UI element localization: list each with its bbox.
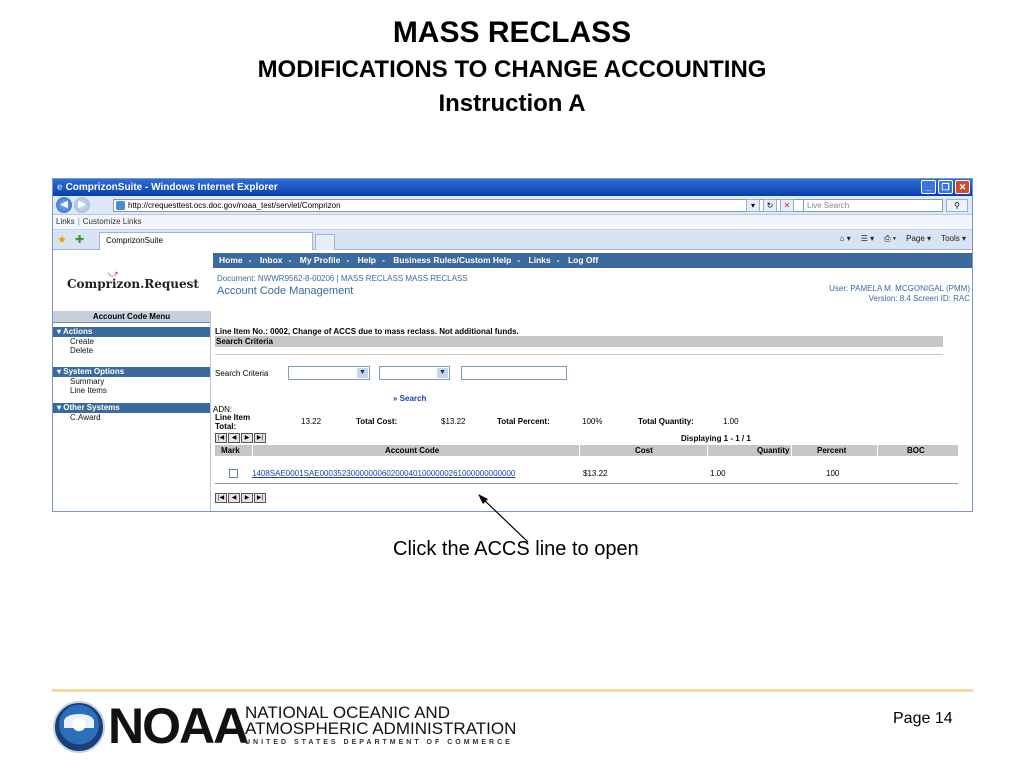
page-menu[interactable]: Page ▾ [906, 234, 932, 243]
customize-links[interactable]: Customize Links [82, 217, 142, 226]
window-title: ComprizonSuite - Windows Internet Explorer [65, 182, 278, 193]
criteria-select-2[interactable] [379, 366, 450, 380]
tools-menu[interactable]: Tools ▾ [941, 234, 966, 243]
pager-bottom [215, 493, 266, 503]
displaying-count: Displaying 1 - 1 / 1 [681, 434, 751, 443]
table-row [215, 456, 958, 484]
tab-comprizonsuite[interactable]: ComprizonSuite [99, 232, 313, 250]
favorites-star-icon[interactable]: ★ [57, 234, 67, 246]
sidebar-item-delete[interactable]: Delete [70, 346, 94, 355]
line-item-title: Line Item No.: 0002, Change of ACCS due to mass reclass. Not additional funds. [215, 327, 519, 336]
line-item-total-label: Line Item Total: [215, 413, 251, 431]
logo-text: Comprizon.Request [67, 277, 199, 291]
window-controls [921, 180, 970, 194]
page-number: Page 14 [893, 710, 953, 727]
col-quantity: Quantity [757, 446, 790, 455]
arrow-line [482, 498, 528, 542]
browser-window [52, 178, 973, 512]
links-label: Links [56, 217, 75, 226]
sidebar-item-summary[interactable]: Summary [70, 377, 105, 386]
adn-label: ADN: [213, 405, 233, 414]
refresh-icon[interactable]: ↻ [763, 199, 777, 212]
annotation-text: Click the ACCS line to open [393, 538, 639, 560]
address-bar-row [53, 196, 972, 215]
total-cost-value: $13.22 [441, 417, 466, 426]
search-link[interactable]: » Search [393, 394, 427, 403]
forward-icon[interactable]: ▶ [74, 197, 90, 213]
noaa-bird-icon [64, 714, 94, 728]
user-info [829, 284, 970, 304]
col-account-code: Account Code [385, 446, 440, 455]
minimize-icon[interactable]: _ [921, 180, 936, 194]
grid-header [215, 445, 958, 456]
main-content [215, 311, 973, 512]
totals-row [215, 413, 955, 433]
total-percent-label: Total Percent: [497, 417, 550, 426]
menu-log-off[interactable]: Log Off [567, 255, 599, 265]
command-bar [840, 234, 966, 244]
footer-rule [52, 689, 973, 692]
sidebar-section-system-options[interactable]: ▾ System Options [53, 367, 210, 377]
main-menu-bar: Home - Inbox - My Profile - Help - Business Rules/Custom Help - Links - Log Off [213, 253, 973, 268]
noaa-wordmark: NOAA [108, 698, 248, 754]
ie-logo-icon: e [57, 182, 63, 193]
search-input[interactable]: Live Search [803, 199, 943, 212]
search-criteria-header: Search Criteria [215, 336, 943, 347]
restore-icon[interactable]: ❐ [938, 180, 953, 194]
chevron-down-icon: ▼ [437, 368, 448, 378]
logo-swoosh-icon: ⤻ [108, 269, 119, 280]
links-bar: Links | Customize Links [53, 215, 972, 230]
prev-page-icon[interactable]: ◀ [228, 493, 240, 503]
divider [215, 354, 943, 355]
criteria-select-1[interactable] [288, 366, 370, 380]
slide-instruction: Instruction A [438, 90, 586, 117]
line-item-total-value: 13.22 [301, 417, 322, 426]
close-icon[interactable]: ✕ [955, 180, 970, 194]
print-icon[interactable]: ⎙ ▾ [884, 234, 897, 243]
comprizon-logo [53, 253, 213, 313]
document-line: Document: NWWR9562-8-00206 | MASS RECLASS MASS RECLASS [217, 274, 468, 283]
agency-name [245, 705, 516, 737]
total-percent-value: 100% [582, 417, 603, 426]
row-percent: 100 [826, 469, 840, 478]
menu-business-rules[interactable]: Business Rules/Custom Help [393, 255, 512, 265]
feeds-icon[interactable]: ☰ ▾ [860, 234, 875, 243]
next-page-icon[interactable]: ▶ [241, 433, 253, 443]
user-line: User: PAMELA M. MCGONIGAL (PMM) [829, 284, 970, 293]
menu-inbox[interactable]: Inbox [259, 255, 283, 265]
slide-title: MASS RECLASS [392, 16, 632, 49]
slide-subtitle: MODIFICATIONS TO CHANGE ACCOUNTING [257, 56, 767, 83]
last-page-icon[interactable]: ▶| [254, 493, 266, 503]
version-line: Version: 8.4 Screen ID: RAC [868, 294, 970, 303]
menu-my-profile[interactable]: My Profile [299, 255, 341, 265]
sidebar-item-c-award[interactable]: C.Award [70, 413, 101, 422]
account-code-link[interactable]: 1408SAE0001SAE00035230000000602000401000000261000000000000 [252, 469, 516, 478]
first-page-icon[interactable]: |◀ [215, 433, 227, 443]
new-tab-button[interactable] [315, 234, 335, 250]
row-quantity: 1.00 [710, 469, 726, 478]
col-cost: Cost [635, 446, 653, 455]
page-title: Account Code Management [217, 285, 354, 297]
chevron-down-icon: ▼ [357, 368, 368, 378]
home-icon[interactable]: ⌂ ▾ [839, 234, 851, 243]
total-quantity-value: 1.00 [723, 417, 739, 426]
menu-links[interactable]: Links [528, 255, 551, 265]
search-criteria-label: Search Criteria [215, 369, 269, 378]
page-icon [116, 201, 125, 210]
col-percent: Percent [817, 446, 847, 455]
first-page-icon[interactable]: |◀ [215, 493, 227, 503]
total-quantity-label: Total Quantity: [638, 417, 694, 426]
address-dropdown-icon[interactable]: ▾ [746, 199, 760, 212]
total-cost-label: Total Cost: [356, 417, 398, 426]
menu-home[interactable]: Home [219, 255, 243, 265]
col-boc: BOC [907, 446, 925, 455]
add-favorite-icon[interactable]: ✚ [75, 234, 85, 246]
mark-checkbox[interactable] [229, 469, 238, 478]
pager-top [215, 433, 266, 443]
sidebar-section-other-systems[interactable]: ▾ Other Systems [53, 403, 210, 413]
next-page-icon[interactable]: ▶ [241, 493, 253, 503]
row-cost: $13.22 [583, 469, 608, 478]
account-code-menu [53, 311, 211, 512]
address-url: http://crequesttest.ocs.doc.gov/noaa_test/servlet/Comprizon [128, 201, 341, 210]
search-icon[interactable]: ⚲ [946, 199, 968, 212]
app-area [53, 253, 973, 512]
prev-page-icon[interactable]: ◀ [228, 433, 240, 443]
sidebar-item-create[interactable]: Create [70, 337, 95, 346]
menu-help[interactable]: Help [357, 255, 376, 265]
sidebar-section-actions[interactable]: ▾ Actions [53, 327, 210, 337]
back-icon[interactable]: ◀ [56, 197, 72, 213]
sidebar-item-line-items[interactable]: Line Items [70, 386, 107, 395]
agency-line-2: ATMOSPHERIC ADMINISTRATION [245, 719, 517, 738]
agency-line-1: NATIONAL OCEANIC AND [245, 703, 450, 722]
department-name: UNITED STATES DEPARTMENT OF COMMERCE [245, 739, 513, 746]
tab-bar [53, 230, 972, 250]
address-input[interactable] [113, 199, 813, 212]
sidebar-header: Account Code Menu [53, 311, 210, 323]
window-title-bar [53, 179, 972, 196]
col-mark: Mark [221, 446, 240, 455]
stop-icon[interactable]: ✕ [780, 199, 794, 212]
criteria-text-input[interactable] [461, 366, 567, 380]
last-page-icon[interactable]: ▶| [254, 433, 266, 443]
